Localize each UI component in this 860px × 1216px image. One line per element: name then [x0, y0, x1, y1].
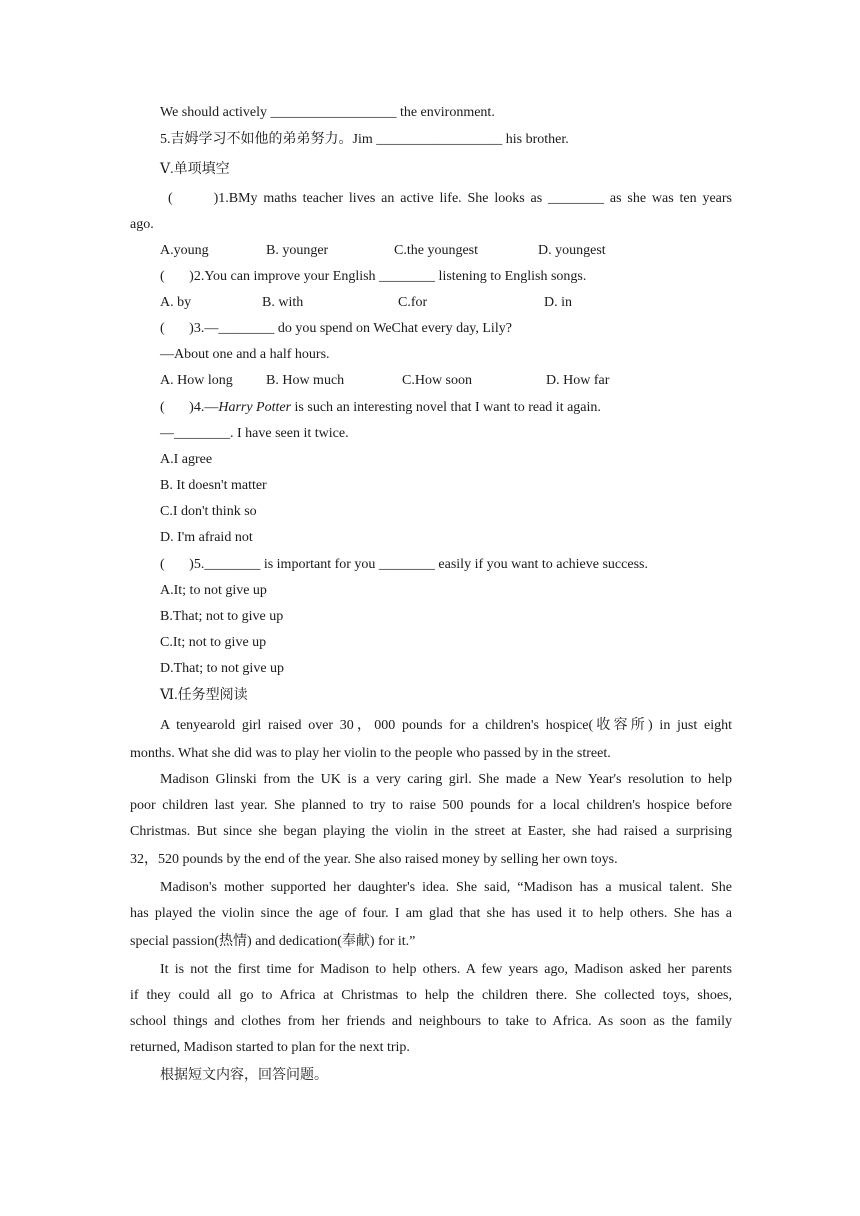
option-d: D. youngest [538, 243, 606, 258]
question-2-options [130, 290, 732, 316]
question-5-option-a: A.It; to not give up [160, 583, 267, 598]
section-title-single-choice: Ⅴ.单项填空 [160, 162, 230, 177]
option-a: A.young [160, 243, 209, 258]
passage-p3-line: has played the violin since the age of four. I am glad that she has used it to help others. She has a [130, 906, 732, 921]
passage-p1-line: A tenyearold girl raised over 30，000 pounds for a children's hospice(收容所) in just eight [160, 718, 732, 733]
option-a: A. by [160, 295, 192, 310]
question-2-stem: ( )2.You can improve your English ________ listening to English songs. [160, 269, 587, 284]
passage-p2-line: Christmas. But since she began playing the violin in the street at Easter, she had raised a surprising [130, 824, 732, 839]
translation-question-5: 5.吉姆学习不如他的弟弟努力。Jim __________________ his brother. [160, 132, 569, 147]
question-4-option-b: B. It doesn't matter [160, 478, 267, 493]
question-4-stem [130, 395, 732, 421]
option-d: D. How far [546, 373, 610, 388]
passage-p2-line: 32，520 pounds by the end of the year. She also raised money by selling her own toys. [130, 852, 618, 867]
passage-p4-line: returned, Madison started to plan for the next trip. [130, 1040, 410, 1055]
passage-p1-line: months. What she did was to play her violin to the people who passed by in the street. [130, 746, 611, 761]
passage-p2-line: poor children last year. She planned to try to raise 500 pounds for a local children's hospice before [130, 798, 732, 813]
question-4-option-a: A.I agree [160, 452, 213, 467]
option-b: B. younger [266, 243, 329, 258]
passage-p3-line: Madison's mother supported her daughter's idea. She said, “Madison has a musical talent. She [160, 880, 732, 895]
question-1-stem-cont: ago. [130, 217, 154, 232]
question-5-option-c: C.It; not to give up [160, 635, 267, 650]
passage-p4-line: It is not the first time for Madison to help others. A few years ago, Madison asked her parents [160, 962, 732, 977]
passage-p3-line: special passion(热情) and dedication(奉献) for it.” [130, 934, 416, 949]
question-5-stem: ( )5.________ is important for you ________ easily if you want to achieve success. [160, 557, 648, 572]
option-c: C.How soon [402, 373, 473, 388]
question-3-stem: ( )3.—________ do you spend on WeChat every day, Lily? [160, 321, 512, 336]
passage-p4-line: school things and clothes from her friends and neighbours to take to Africa. As soon as the family [130, 1014, 732, 1029]
question-3-options [130, 368, 732, 394]
question-5-option-b: B.That; not to give up [160, 609, 284, 624]
question-4-suffix: is such an interesting novel that I want to read it again. [291, 400, 601, 415]
question-4-option-c: C.I don't think so [160, 504, 257, 519]
passage-p4-line: if they could all go to Africa at Christmas to help the children there. She collected toys, shoes, [130, 988, 732, 1003]
option-c: C.the youngest [394, 243, 478, 258]
book-title: Harry Potter [218, 400, 292, 415]
question-4-reply: —________. I have seen it twice. [160, 426, 349, 441]
option-a: A. How long [160, 373, 233, 388]
question-1-stem: ( )1.BMy maths teacher lives an active life. She looks as ________ as she was ten years [168, 191, 732, 206]
option-b: B. with [262, 295, 304, 310]
question-5-option-d: D.That; to not give up [160, 661, 285, 676]
question-3-answer: —About one and a half hours. [160, 347, 330, 362]
passage-p2-line: Madison Glinski from the UK is a very caring girl. She made a New Year's resolution to help [160, 772, 732, 787]
question-1-options [130, 238, 732, 264]
option-c: C.for [398, 295, 428, 310]
question-instruction: 根据短文内容，回答问题。 [160, 1068, 328, 1083]
option-b: B. How much [266, 373, 345, 388]
option-d: D. in [544, 295, 572, 310]
fill-in-line-environment: We should actively __________________ the environment. [160, 105, 495, 120]
question-4-prefix: ( )4.— [160, 400, 219, 415]
section-title-task-reading: Ⅵ.任务型阅读 [160, 688, 248, 703]
question-4-option-d: D. I'm afraid not [160, 530, 253, 545]
